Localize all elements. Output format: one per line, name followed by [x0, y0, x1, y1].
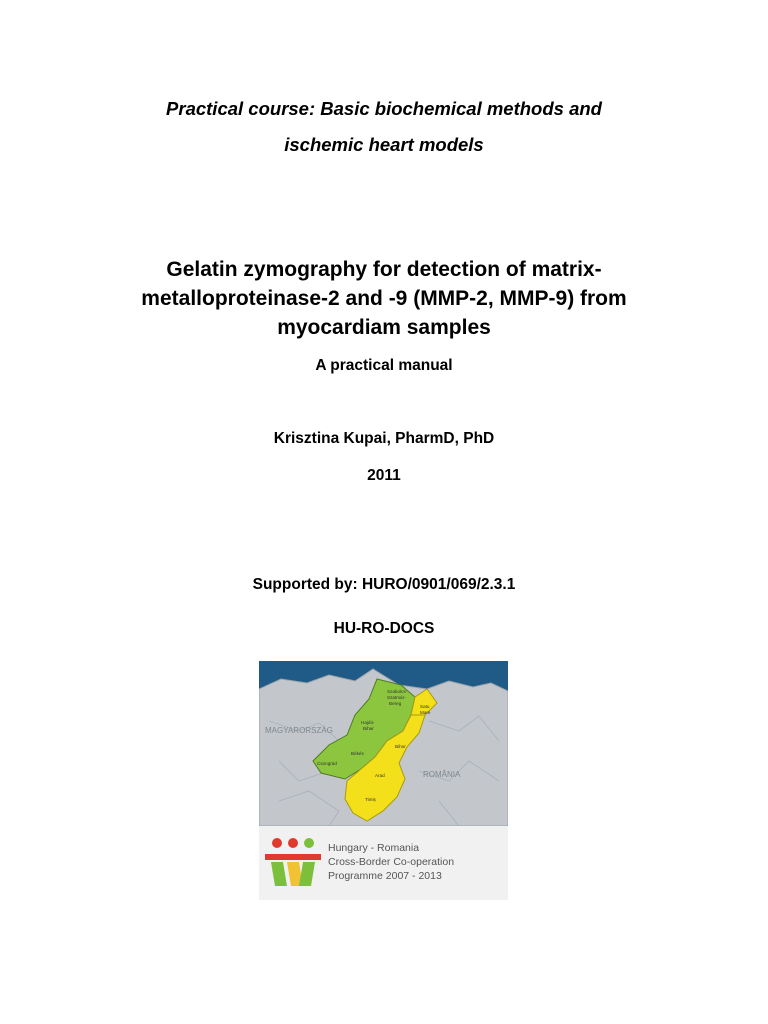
manual-title-line-3: myocardiam samples: [277, 316, 491, 339]
map-region-label: Arad: [375, 773, 385, 778]
program-logo-text: [328, 841, 454, 883]
map-region-label: Satu: [420, 704, 430, 709]
course-title-line-2: ischemic heart models: [284, 134, 484, 155]
map-region-label: Csongrád: [317, 761, 337, 766]
program-figure: [259, 661, 508, 900]
map-region-label: Hajdú-: [361, 720, 375, 725]
manual-title-line-2: metalloproteinase-2 and -9 (MMP-2, MMP-9) from: [141, 287, 627, 310]
support-line: Supported by: HURO/0901/069/2.3.1: [252, 576, 516, 593]
map-region-label: Bereg: [389, 701, 402, 706]
border-region-map: [259, 661, 508, 826]
subtitle: A practical manual: [315, 357, 453, 374]
author: Krisztina Kupai, PharmD, PhD: [273, 430, 495, 447]
map-region-label: Mare: [420, 710, 431, 715]
year: 2011: [367, 467, 401, 484]
program-code: HU-RO-DOCS: [333, 620, 435, 637]
map-region-label: Szatmár-: [387, 695, 406, 700]
map-region-label: Bihor: [395, 744, 406, 749]
logo-line-1: Hungary - Romania: [328, 842, 420, 854]
manual-title-line-1: Gelatin zymography for detection of matrix-: [166, 258, 602, 281]
country-label-romania: ROMÂNIA: [423, 770, 461, 779]
course-title-line-1: Practical course: Basic biochemical methods and: [166, 98, 602, 119]
map-region-label: Bihar: [363, 726, 374, 731]
map-region-label: Békés: [351, 751, 364, 756]
program-logo-panel: [259, 826, 508, 900]
logo-line-3: Programme 2007 - 2013: [328, 870, 442, 882]
program-logo-mark: [263, 836, 323, 890]
logo-line-2: Cross-Border Co-operation: [328, 856, 455, 868]
map-region-label: Timiș: [365, 797, 376, 802]
country-label-hungary: MAGYARORSZÁG: [265, 726, 333, 735]
map-region-label: Szabolcs-: [387, 689, 408, 694]
